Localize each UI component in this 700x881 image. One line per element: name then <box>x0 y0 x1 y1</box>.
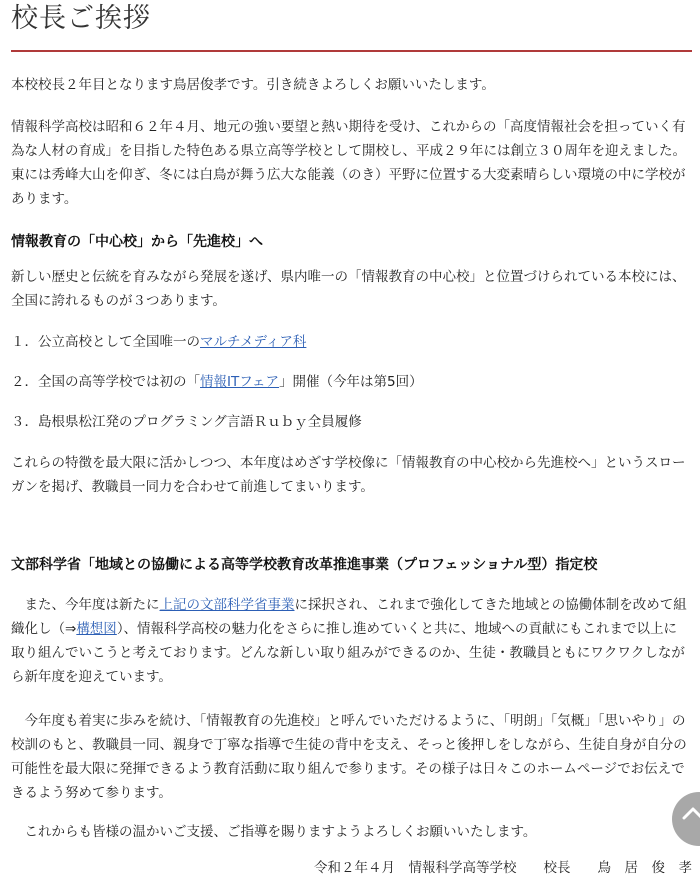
section2-paragraph-1 <box>11 593 689 689</box>
section1-lead-paragraph: 新しい歴史と伝統を育みながら発展を遂げ、県内唯一の「情報教育の中心校」と位置づけられている本校には、全国に誇れるものが３つあります。 <box>11 269 686 309</box>
signature-line: 令和２年４月 情報科学高等学校 校長 鳥 居 俊 孝 <box>314 860 692 876</box>
feature-item-1 <box>11 330 689 354</box>
feature-item-1-text: １．公立高校として全国唯一の <box>11 334 200 350</box>
feature-item-2 <box>11 370 689 394</box>
feature-item-3-text: ３．島根県松江発のプログラミング言語Ｒｕｂｙ全員履修 <box>11 414 362 430</box>
section2-p1-text-a: また、今年度は新たに <box>24 597 160 613</box>
chevron-up-icon <box>682 806 700 820</box>
it-fair-link[interactable]: 情報ITフェア <box>200 374 280 390</box>
page-title: 校長ご挨拶 <box>11 3 151 34</box>
feature-item-2-suffix: 」開催（今年は第5回） <box>279 374 423 390</box>
section2-paragraph-3: これからも皆様の温かいご支援、ご指導を賜りますようよろしくお願いいたします。 <box>24 824 537 840</box>
section1-closing-paragraph: これらの特徴を最大限に活かしつつ、本年度はめざす学校像に「情報教育の中心校から先進校へ」というスローガンを掲げ、教職員一同力を合わせて前進してまいります。 <box>11 455 686 495</box>
intro-paragraph: 本校校長２年目となります鳥居俊孝です。引き続きよろしくお願いいたします。 <box>11 77 495 93</box>
section2-paragraph-2: 今年度も着実に歩みを続け、「情報教育の先進校」と呼んでいただけるように、「明朗」「気概」「思いやり」の校訓のもと、教職員一同、親身で丁寧な指導で生徒の背中を支え、そっと後押しをしながら、生徒自身が自分の可能性を最大限に発揮できるよう教育活動に取り組んで参ります。その様子は日々このホームページでお伝えできるよう努めて参ります。 <box>11 713 687 801</box>
section1-heading: 情報教育の「中心校」から「先進校」へ <box>11 234 263 250</box>
mext-project-link[interactable]: 上記の文部科学省事業 <box>159 597 295 613</box>
feature-item-2-text: ２．全国の高等学校では初の「 <box>11 374 200 390</box>
section2-p1-text-b: に採択され、これまで強化してきた地域との協働体制を改めて組織化し（⇒ <box>11 597 687 637</box>
section2-p1-text-c: ）、情報科学高校の魅力化をさらに推し進めていくと共に、地域への貢献にもこれまで以上に取り組んでいこうと考えております。どんな新しい取り組みができるのか、生徒・教職員ともにワクワクしながら新年度を迎えています。 <box>11 621 685 685</box>
title-divider <box>11 50 692 52</box>
section2-heading: 文部科学省「地域との協働による高等学校教育改革推進事業（プロフェッショナル型）指定校 <box>11 557 598 573</box>
multimedia-course-link[interactable]: マルチメディア科 <box>200 334 307 350</box>
history-paragraph: 情報科学高校は昭和６２年４月、地元の強い要望と熱い期待を受け、これからの「高度情報社会を担っていく有為な人材の育成」を目指した特色ある県立高等学校として開校し、平成２９年には創立３０周年を迎えました。東には秀峰大山を仰ぎ、冬には白鳥が舞う広大な能義（のき）平野に位置する大変素晴らしい環境の中に学校があります。 <box>11 119 686 207</box>
concept-diagram-link[interactable]: 構想図 <box>76 621 117 637</box>
feature-item-3 <box>11 410 689 434</box>
